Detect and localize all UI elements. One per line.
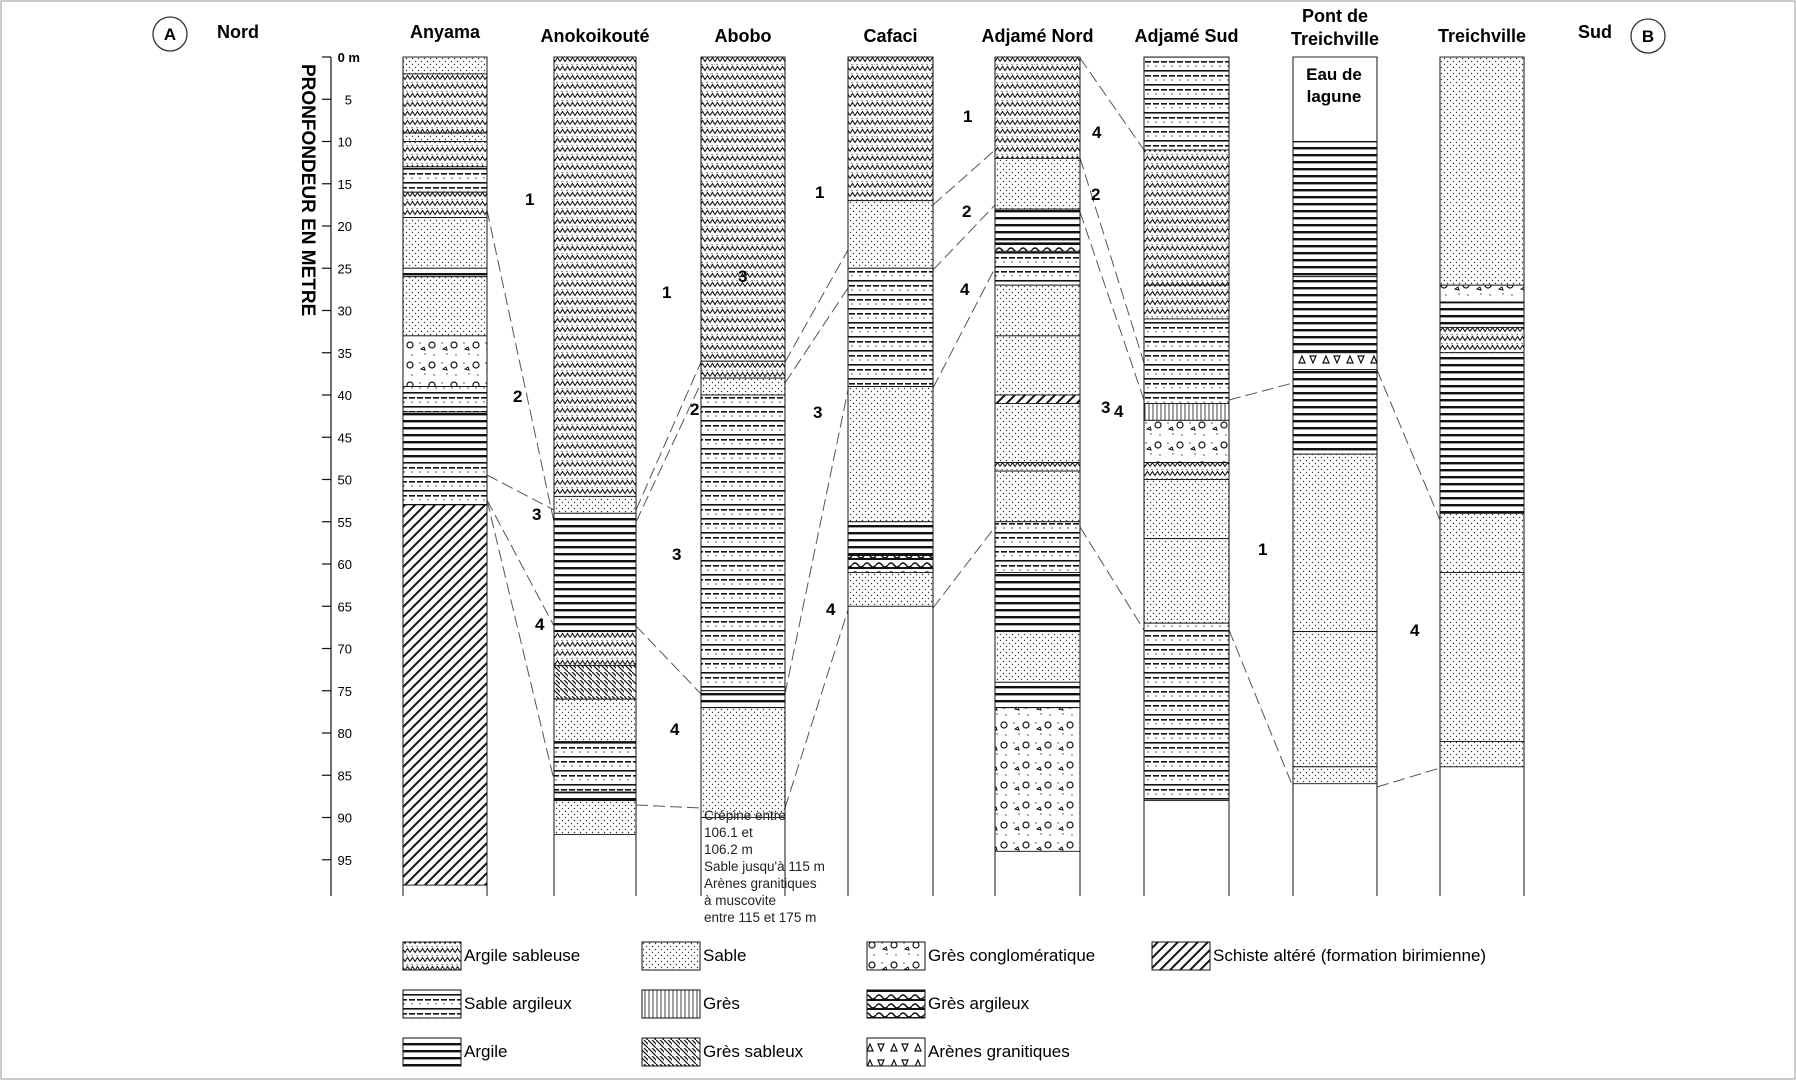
well-column xyxy=(848,26,933,896)
strata-layer-gres_argileux xyxy=(848,556,933,573)
strata-layer-argile xyxy=(1293,277,1377,353)
note-line: 106.1 et xyxy=(704,825,753,840)
strata-layer-argile xyxy=(403,268,487,276)
strata-layer-sable xyxy=(701,708,785,818)
depth-tick-label: 15 xyxy=(337,176,352,192)
well-name: Adjamé Sud xyxy=(1134,26,1239,46)
strata-layer-sable xyxy=(1440,741,1524,766)
water-label-line2: lagune xyxy=(1306,87,1362,106)
strata-layer-argile xyxy=(1440,353,1524,514)
stratigraphic-unit-label: 1 xyxy=(963,107,973,126)
strata-layer-argile xyxy=(995,682,1080,707)
strata-layer-sable_argileux xyxy=(995,251,1080,285)
legend-label: Sable xyxy=(703,946,747,965)
well-column xyxy=(403,22,487,896)
depth-tick-label: 60 xyxy=(337,557,352,572)
stratigraphic-unit-label: 4 xyxy=(1114,402,1124,421)
strata-layer-argile xyxy=(1440,302,1524,327)
strata-layer-argile_sableuse xyxy=(1144,150,1229,285)
strata-layer-argile xyxy=(403,412,487,463)
legend-item xyxy=(867,990,1030,1018)
strata-layer-gres_argileux xyxy=(995,243,1080,251)
stratigraphic-unit-label: 3 xyxy=(672,545,682,564)
strata-layer-sable xyxy=(995,285,1080,336)
strata-layer-sable_argileux xyxy=(1144,319,1229,404)
depth-tick-label: 40 xyxy=(337,388,352,403)
legend-swatch-gres xyxy=(642,990,700,1018)
strata-layer-argile xyxy=(701,691,785,708)
strata-layer-gres_conglomeratique xyxy=(1440,285,1524,302)
legend-item xyxy=(642,990,740,1018)
strata-layer-sable xyxy=(995,158,1080,209)
note-line: Crépine entre xyxy=(704,808,786,823)
endpoint-a-label: A xyxy=(163,25,177,44)
strata-layer-argile xyxy=(554,513,636,631)
strata-layer-sable_argileux xyxy=(403,463,487,505)
depth-tick-label: 80 xyxy=(337,726,352,741)
well-column xyxy=(701,26,785,896)
strata-layer-argile_sableuse xyxy=(1144,463,1229,480)
legend-item xyxy=(867,1038,1070,1066)
endpoint-b-label: B xyxy=(1641,27,1655,46)
strata-layer-sable xyxy=(995,336,1080,395)
depth-tick-label: 30 xyxy=(337,303,352,319)
strata-layer-sable xyxy=(1440,57,1524,285)
strata-layer-argile_sableuse xyxy=(403,192,487,217)
depth-tick-label: 70 xyxy=(337,641,352,657)
note-line: à muscovite xyxy=(704,893,777,908)
stratigraphic-unit-label: 4 xyxy=(535,615,545,634)
strata-layer-argile_sableuse xyxy=(1440,327,1524,352)
strata-layer-gres_conglomeratique xyxy=(403,336,487,387)
strata-layer-argile_sableuse xyxy=(554,632,636,666)
strata-layer-sable xyxy=(403,218,487,269)
strata-layer-schiste xyxy=(995,395,1080,403)
unit-labels xyxy=(513,107,1420,739)
strata-layer-sable xyxy=(701,378,785,395)
stratigraphic-unit-label: 4 xyxy=(1410,621,1420,640)
legend-label: Sable argileux xyxy=(464,994,572,1013)
depth-tick-label: 10 xyxy=(337,134,352,150)
strata-layer-sable xyxy=(403,57,487,74)
depth-tick-label: 75 xyxy=(337,683,352,699)
strata-layer-sable_argileux xyxy=(848,268,933,386)
legend-swatch-sable xyxy=(642,942,700,970)
legend xyxy=(403,942,1486,1066)
legend-swatch-gres_sableux xyxy=(642,1038,700,1066)
strata-layer-argile_sableuse xyxy=(701,57,785,361)
well-columns xyxy=(403,6,1526,896)
well-name: Treichville xyxy=(1437,26,1527,46)
well-name: Pont de xyxy=(1302,6,1368,26)
strata-layer-sable xyxy=(1440,513,1524,572)
depth-tick-label: 35 xyxy=(337,345,352,361)
strata-layer-sable xyxy=(554,801,636,835)
strata-layer-sable xyxy=(1293,454,1377,631)
well-name: Adjamé Nord xyxy=(981,26,1094,46)
legend-label: Argile sableuse xyxy=(464,946,581,965)
note-line: entre 115 et 175 m xyxy=(704,910,817,925)
legend-item xyxy=(403,1038,507,1066)
stratigraphic-unit-label: 1 xyxy=(815,183,825,202)
well-name: Treichville xyxy=(1290,29,1380,49)
strata-layer-sable xyxy=(848,201,933,269)
direction-south: Sud xyxy=(1578,22,1612,42)
borehole-note xyxy=(704,808,825,925)
stratigraphic-unit-label: 1 xyxy=(525,190,535,209)
depth-tick-label: 65 xyxy=(337,599,352,615)
strata-layer-sable xyxy=(554,699,636,741)
depth-tick-label: 45 xyxy=(337,430,352,446)
strata-layer-sable xyxy=(1293,632,1377,767)
stratigraphic-unit-label: 4 xyxy=(1092,123,1102,142)
stratigraphic-unit-label: 4 xyxy=(960,280,970,299)
strata-layer-argile_sableuse xyxy=(403,142,487,167)
legend-item xyxy=(867,942,1095,970)
strata-layer-sable_argileux xyxy=(1144,57,1229,150)
strata-layer-argile_sableuse xyxy=(995,57,1080,158)
well-name: Anyama xyxy=(409,22,481,42)
well-name: Anokoikouté xyxy=(540,26,650,46)
stratigraphic-unit-label: 2 xyxy=(1091,185,1101,204)
legend-label: Grès sableux xyxy=(703,1042,804,1061)
stratigraphic-unit-label: 2 xyxy=(690,400,700,419)
depth-tick-label: 25 xyxy=(337,261,352,277)
depth-tick-label: 95 xyxy=(337,852,352,868)
legend-label: Schiste altéré (formation birimienne) xyxy=(1213,946,1487,965)
strata-layer-sable xyxy=(995,471,1080,522)
strata-layer-sable xyxy=(848,572,933,606)
legend-label: Argile xyxy=(464,1042,508,1061)
legend-label: Grès conglomératique xyxy=(928,946,1096,965)
strata-layer-gres xyxy=(1144,403,1229,420)
strata-layer-argile xyxy=(848,522,933,556)
well-name: Cafaci xyxy=(863,26,918,46)
strata-layer-gres_conglomeratique xyxy=(1144,420,1229,462)
strata-layer-argile_sableuse xyxy=(554,57,636,496)
depth-axis-label: PRONFONDEUR EN METRE xyxy=(297,64,318,317)
strata-layer-sable_argileux xyxy=(554,741,636,792)
well-column xyxy=(1438,26,1526,896)
strata-layer-argile xyxy=(1293,370,1377,455)
well-name: Abobo xyxy=(714,26,772,46)
stratigraphic-unit-label: 1 xyxy=(662,283,672,302)
strata-layer-argile_sableuse xyxy=(403,74,487,133)
stratigraphic-unit-label: 3 xyxy=(1101,398,1111,417)
strata-layer-sable xyxy=(995,403,1080,462)
depth-tick-label: 90 xyxy=(337,810,352,826)
well-column xyxy=(1134,26,1238,896)
strata-layer-sable xyxy=(403,277,487,336)
water-label-line1: Eau de xyxy=(1306,65,1362,84)
legend-item xyxy=(403,990,572,1018)
stratigraphic-unit-label: 4 xyxy=(670,720,680,739)
strata-layer-argile xyxy=(995,572,1080,631)
strata-layer-sable_argileux xyxy=(1144,623,1229,800)
strata-layer-argile_sableuse xyxy=(701,361,785,378)
strata-layer-argile xyxy=(995,209,1080,243)
strata-layer-sable_argileux xyxy=(403,167,487,192)
legend-item xyxy=(1152,942,1486,970)
strata-layer-argile xyxy=(1293,142,1377,277)
legend-label: Arènes granitiques xyxy=(928,1042,1070,1061)
well-column xyxy=(540,26,649,896)
depth-axis xyxy=(297,50,360,896)
strata-layer-sable xyxy=(1144,480,1229,539)
depth-tick-label: 20 xyxy=(337,219,352,234)
direction-north: Nord xyxy=(217,22,259,42)
well-column xyxy=(1291,6,1379,896)
strata-layer-sable xyxy=(1293,767,1377,784)
legend-swatch-sable_argileux xyxy=(403,990,461,1018)
strata-layer-arenes xyxy=(1293,353,1377,370)
stratigraphic-unit-label: 3 xyxy=(813,403,823,422)
legend-swatch-gres_argileux xyxy=(867,990,925,1018)
strata-layer-argile xyxy=(554,792,636,800)
strata-layer-sable xyxy=(995,632,1080,683)
strata-layer-sable xyxy=(848,387,933,522)
strata-layer-sable xyxy=(1440,572,1524,741)
strata-layer-argile_sableuse xyxy=(848,57,933,201)
stratigraphic-unit-label: 3 xyxy=(532,505,542,524)
stratigraphic-unit-label: 4 xyxy=(826,600,836,619)
depth-tick-label: 50 xyxy=(337,472,352,488)
strata-layer-gres_conglomeratique xyxy=(995,708,1080,852)
legend-swatch-argile xyxy=(403,1038,461,1066)
strata-layer-gres_sableux xyxy=(554,665,636,699)
legend-swatch-schiste xyxy=(1152,942,1210,970)
strata-layer-sable xyxy=(403,133,487,141)
legend-item xyxy=(642,1038,804,1066)
legend-swatch-argile_sableuse xyxy=(403,942,461,970)
strata-layer-sable xyxy=(554,496,636,513)
strata-layer-sable_argileux xyxy=(403,387,487,412)
note-line: Arènes granitiques xyxy=(704,876,817,891)
strata-layer-schiste xyxy=(403,505,487,885)
depth-tick-label: 55 xyxy=(337,514,352,530)
stratigraphic-unit-label: 2 xyxy=(962,202,972,221)
legend-label: Grès argileux xyxy=(928,994,1030,1013)
strata-layer-sable_argileux xyxy=(995,522,1080,573)
legend-item xyxy=(642,942,746,970)
legend-swatch-gres_conglomeratique xyxy=(867,942,925,970)
strata-layer-argile_sableuse xyxy=(995,463,1080,471)
depth-tick-label: 0 m xyxy=(337,50,360,65)
stratigraphic-unit-label: 1 xyxy=(1258,540,1268,559)
legend-label: Grès xyxy=(703,994,740,1013)
legend-swatch-arenes xyxy=(867,1038,925,1066)
well-column xyxy=(981,26,1093,896)
strata-layer-sable xyxy=(1144,539,1229,624)
strata-layer-argile_sableuse xyxy=(1144,285,1229,319)
stratigraphic-unit-label: 3 xyxy=(738,267,748,286)
note-line: Sable jusqu'à 115 m xyxy=(704,859,825,874)
stratigraphic-unit-label: 2 xyxy=(513,387,523,406)
legend-item xyxy=(403,942,580,970)
depth-tick-label: 85 xyxy=(337,768,352,784)
note-line: 106.2 m xyxy=(704,842,753,857)
strata-layer-sable_argileux xyxy=(701,395,785,691)
depth-tick-label: 5 xyxy=(344,92,352,108)
